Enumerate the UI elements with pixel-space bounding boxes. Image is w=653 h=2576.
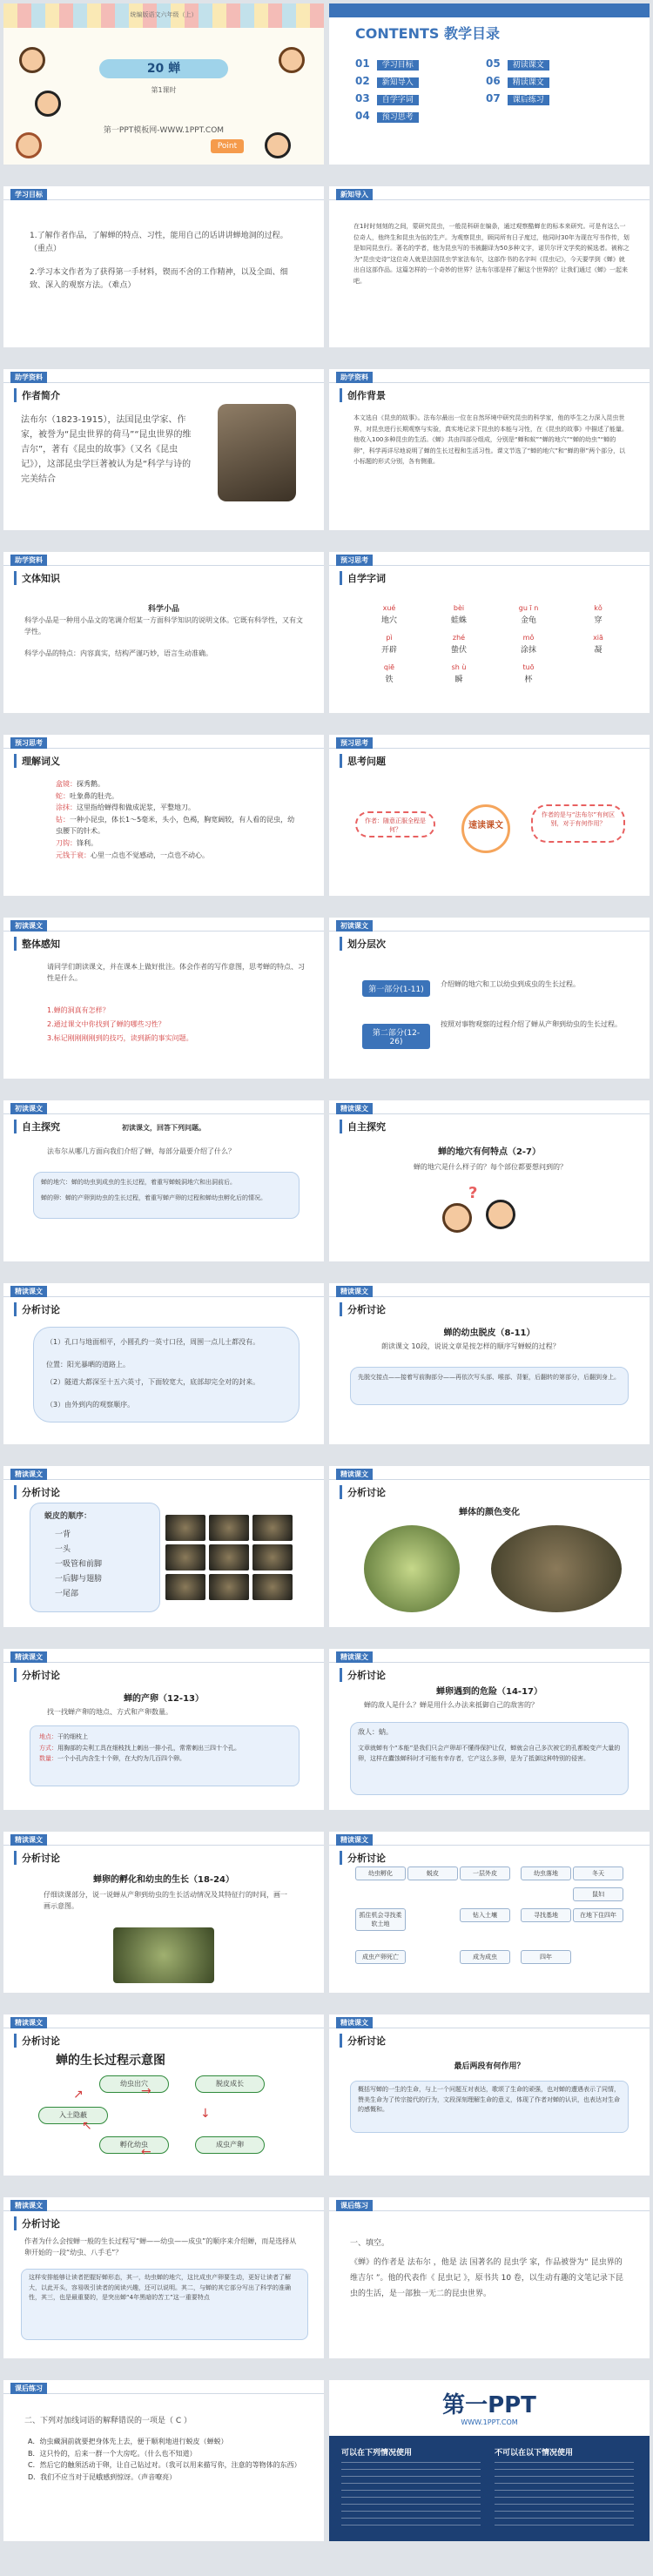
meaning-def: 心里一点也不觉感动，一点也不动心。 [91,851,209,859]
toc-number: 02 [355,75,370,87]
section-tag: 精读课文 [336,2017,373,2028]
genre-slide [3,552,324,713]
meaning-word: 刀钩： [56,838,77,847]
exercise-number: 一、填空。 [350,2239,390,2248]
pinyin: mǒ [522,634,535,642]
toc-label: 自学字词 [377,95,419,105]
objective-2: 2.学习本文作者为了获得第一手材料，锲而不舍的工作精神，以及全面、细致、深入的观察方法。（难点） [30,268,288,290]
toc-item[interactable] [486,75,608,91]
section-tag: 精读课文 [10,1469,47,1480]
word: 蛰伏 [450,646,467,655]
task-text: 请同学们朗读课文，并在课本上做好批注。体会作者的写作意图，思考蝉的特点、习性是什么。 [47,963,305,983]
subsection-title: 自主探究 [340,1120,386,1133]
question: 找一找蝉产卵的地点、方式和产卵数量。 [47,1708,172,1716]
cycle-node: 幼虫出穴 [99,2075,169,2093]
toc-label: 新知导入 [377,77,419,88]
section-tag: 精读课文 [10,2017,47,2028]
slide-title: 蝉的产卵（12-13） [124,1694,204,1704]
toc-label: 学习目标 [377,60,419,71]
section-tag: 精读课文 [10,2200,47,2211]
molt-photo [165,1544,205,1570]
toc-label: 课后练习 [508,95,549,105]
toc-heading: CONTENTS 教学目录 [355,25,500,42]
section-tag: 预习思考 [336,737,373,749]
toc-number: 07 [486,92,501,104]
meaning-row [56,837,300,850]
brand-slide [329,2380,650,2541]
section-tag: 新知导入 [336,189,373,200]
meaning-word: 涂抹： [56,804,77,812]
toc-number: 01 [355,57,370,70]
subsection-title: 分析讨论 [14,1302,60,1316]
pinyin: qiē [383,663,395,671]
item-2: 位置：阳光暴晒的道路上。 [46,1361,130,1369]
question: 蝉的地穴是什么样子的？每个部位都要想问到的？ [414,1163,567,1171]
slide-title: 最后两段有何作用？ [454,2062,525,2071]
cycle-arrow: ← [141,2145,151,2159]
lay-eggs-slide [3,1649,324,1810]
kids-right-illustration [261,38,313,160]
order-box [30,1503,160,1612]
section-tag: 助学资料 [10,555,47,566]
vocab-item [355,634,423,660]
part-1-label: 第一部分(1-11) [362,980,430,997]
slide-title: 蝉的生长过程示意图 [56,2054,165,2068]
toc-item[interactable] [355,75,477,91]
section-tag: 初读课文 [10,920,47,932]
genre-note: 科学小品的特点：内容真实，结构严谨巧妙，语言生动准确。 [24,649,212,657]
meaning-row [56,790,300,803]
vocab-item [425,604,493,630]
meaning-row [56,850,300,862]
molt-photo [252,1515,293,1541]
meaning-slide [3,735,324,896]
genre-head: 科学小品 [147,605,179,614]
answer: 先脱交接点——接着写前胸部分——再依次写头部、喉部、背躯，后翻转的第部分，后翻到身上。 [358,1374,620,1381]
ending-slide [329,2014,650,2176]
pinyin: tuō [522,663,535,671]
subsection-title: 分析讨论 [340,1668,386,1682]
order-item: 一后脚与翅膀 [55,1575,103,1584]
slide-title: 蝉体的颜色变化 [459,1508,520,1517]
answer-box [30,1725,300,1786]
burrow-slide [329,1100,650,1261]
exercise-2-slide [3,2380,324,2541]
task-item-3: 3.标记刚刚刚刚到的技巧，读到新的事实问题。 [47,1034,193,1042]
usage-denied-title: 不可以在以下情况使用 [495,2449,574,2458]
order-item: 一吸管和前脚 [55,1560,103,1570]
exercise-text: 《蝉》的作者是 法布尔 ，他是 法 国著名的 昆虫学 家，作品被誉为“ 昆虫界的维吉尔 ”。他的代表作《 昆虫记 》，原书共 10 卷，以生动有趣的文笔记录下昆虫的生活，是一部独一无二的昆虫世界。 [350,2258,623,2298]
kids-left-illustration [14,38,66,160]
usage-allowed-list [341,2462,481,2532]
item-1: （1）孔口与地面相平，小圆孔约一英寸口径，周围一点儿土都没有。 [46,1338,260,1346]
toc-label: 预习思考 [377,112,419,123]
period-label: 第1课时 [151,86,177,94]
point-sign: Point [211,139,244,153]
word: 瞬 [454,676,463,684]
center-badge: 速读课文 [461,804,510,853]
item-4: （3）由外到内的观察顺序。 [46,1401,135,1409]
cycle-node: 脱皮成长 [195,2075,265,2093]
flow-node: 幼虫落地 [521,1866,571,1880]
section-tag: 助学资料 [336,372,373,383]
subsection-title: 划分层次 [340,937,386,951]
section-tag: 预习思考 [10,737,47,749]
cicada-brown-photo [491,1525,622,1612]
option: D．我们不应当对于昆蛾感到惊讶。（声音嘹亮） [28,2472,177,2481]
word: 地穴 [380,616,397,625]
cover-slide [3,3,324,165]
brand-logo: 第一PPT [442,2392,536,2418]
danger-slide [329,1649,650,1810]
cicada-photo [113,1927,214,1983]
subsection-title: 分析讨论 [340,2034,386,2048]
cycle-node: 孵化幼虫 [99,2136,169,2154]
flow-node: 幼虫孵化 [355,1866,406,1880]
molt-photo [209,1515,249,1541]
logo-band [329,2380,650,2436]
flow-node: 蜕皮 [407,1866,458,1880]
egg-value: 用胸部的尖利工具在细枝找上刺出一排小孔，常常刺出三四十个孔。 [57,1744,240,1752]
egg-value: 干的细枝上 [57,1733,88,1740]
author-slide [3,369,324,530]
toc-number: 05 [486,57,501,70]
section-tag: 精读课文 [10,1651,47,1663]
flow-node: 成虫产卵死亡 [355,1950,406,1964]
egg-key: 方式： [39,1744,57,1752]
slide-title: 蝉卵的孵化和幼虫的生长（18-24） [93,1875,234,1885]
subsection-title: 创作背景 [340,388,386,402]
cycle-slide [3,2014,324,2176]
answer-box [350,2081,629,2133]
meaning-row [56,802,300,814]
flow-node: 冬天 [573,1866,623,1880]
molt-photo [252,1544,293,1570]
flow-node: 一层外皮 [460,1866,510,1880]
question: 法布尔从哪几方面向我们介绍了蝉，每部分最要介绍了什么？ [47,1147,235,1155]
vocab-slide [329,552,650,713]
answer-text: 文章就蝉有个“本能”是我们只会产卵却不懂得保护让仅，蝉就会自己多次被它的孔都蜕变产大量的卵，这样在蠹蚀蝉科时才可能有幸存者，它产这么多卵，是为了抵御这种特别的侵害。 [358,1745,621,1762]
word: 蛙蛛 [450,616,467,625]
subsection-title: 分析讨论 [14,1668,60,1682]
section-tag: 助学资料 [10,372,47,383]
egg-value: 一个小孔内含生十个卵，在大约为几百四个卵。 [57,1755,185,1763]
section-tag: 学习目标 [10,189,47,200]
meaning-def: 锋利。 [77,838,98,847]
section-tag: 精读课文 [336,1651,373,1663]
option: B．这只怜的，后来一群一个大房吃。（什么也不知道） [28,2449,197,2458]
part-2-label: 第二部分(12-26) [362,1024,430,1049]
meaning-word: 元钱于衰： [56,851,91,859]
task-item-2: 2.通过课文中你找到了蝉的哪些习性？ [47,1020,165,1028]
exercise-1-slide [329,2197,650,2358]
question-bubble-left: 作者：随意正服全程是何？ [355,811,435,837]
flow-node: 在地下住四年 [573,1908,623,1922]
vocab-item [425,663,493,689]
order-reason-slide [3,2197,324,2358]
background-text: 本文选自《昆虫的故事》。法布尔最出一位在自然环境中研究昆虫的科学家，他的毕生之力深入昆虫世界，对昆虫进行长期观察与实验，真实地记录下昆虫的本能与习性，在《昆虫的故事》中描述了能量。他收入100多种昆虫的生活。《蝉》共由四部分组成，分别是“蝉和蚁”“蝉的地穴”“蝉的幼虫”“蝉的卵”，科学再详尽地说明了蝉的生长过程和生活习性。课文节选了“蝉的地穴”和“蝉的卵”两个部分，以小标题的形式分别，各有侧重。 [353,414,628,466]
molt-photo [165,1515,205,1541]
section-tag: 精读课文 [336,1286,373,1297]
toc-item[interactable] [355,92,477,108]
order-item: 一背 [55,1530,71,1539]
subsection-title: 思考问题 [340,754,386,768]
slide-title: 蝉卵遇到的危险（14-17） [436,1687,542,1697]
molt-photo [209,1574,249,1600]
pinyin: pì [386,634,393,642]
section-tag: 课后练习 [336,2200,373,2211]
cycle-arrow: → [141,2084,151,2098]
author-text: 法布尔（1823-1915），法国昆虫学家、作家，被誉为“昆虫世界的荷马”“昆虫世界的维吉尔”，著有《昆虫的故事》（又名《昆虫记》），这部昆虫学巨著被认为是“科学与诗的完美结合 [21,415,192,484]
egg-row [39,1743,292,1754]
flow-node: 四年 [521,1950,571,1964]
word: 穿 [594,616,603,625]
subsection-title: 分析讨论 [14,2034,60,2048]
toc-slide [329,3,650,165]
molt-photo [209,1544,249,1570]
molt-order-slide [3,1466,324,1627]
pinyin: zhé [452,634,466,642]
exercise-question: 二、下列对加线词语的解释错误的一项是（ C ） [24,2417,192,2425]
question: 作者为什么会按蝉一般的生长过程写“蝉——幼虫——成虫”的顺序来介绍蝉，而是选择从卵开始的一段“幼虫、八手毛”？ [24,2237,297,2257]
part-1-text: 介绍蝉的地穴和工以幼虫到成虫的生长过程。 [441,980,580,988]
vocab-item [355,663,423,689]
genre-text: 科学小品是一种用小品文的笔调介绍某一方面科学知识的说明文体。它既有科学性，又有文学性。 [24,616,303,636]
word: 开辟 [380,646,397,655]
answer-box [33,1327,300,1423]
subsection-title: 整体感知 [14,937,60,951]
meaning-row [56,814,300,837]
cycle-arrow: ↓ [200,2107,211,2121]
meaning-def: 探秀鹅。 [77,780,104,788]
overall-slide [3,918,324,1079]
section-tag: 精读课文 [336,1103,373,1114]
word: 涂抹 [520,646,536,655]
question: 朗读课文 10段，说说文章是按怎样的顺序写蝉蜕的过程？ [381,1342,560,1350]
word: 凝 [594,646,603,655]
molt-photo [165,1574,205,1600]
meaning-word: 钻： [56,815,70,824]
meaning-word: 蛇： [56,791,70,800]
section-tag: 精读课文 [336,1834,373,1846]
order-item: 一头 [55,1545,71,1555]
intro-text: 在1时时刻刻的之间，蒙研究昆虫，一般昆科研在编条，通过观察酷蝉在的标本来研究。可是有这么一位奇人，他终生和昆虫为伍的生产。为观察昆虫，顾同所有日子度过，他同时30年为现在写书作传，划是如同昆虫行。著名的学者，他为昆虫写的书被翻译为50多种文字，诺贝尔评文学奖的候选者。被称之为“昆虫史诗”这位奇人就是法国昆虫学家法布尔，这部作书的名字叫《昆虫记》，今天要学到《蝉》就出自这部作品。这篇怎样的一个奇妙的世界？法布尔那是样了解这个世界的？让我们通过《蝉》一起来吧。 [353,223,629,285]
intro-slide [329,186,650,347]
vocab-item [425,634,493,660]
kids-question-illustration: ? [434,1184,538,1254]
toc-item[interactable] [486,92,608,108]
flow-node: 成为成虫 [460,1950,510,1964]
slide-title: 蝉的地穴有何特点（2-7） [437,1147,542,1157]
answer-box [350,1367,629,1405]
grade-label: 统编版语文六年级（上） [130,11,198,18]
subsection-title: 分析讨论 [14,1485,60,1499]
meaning-def: 一种小昆虫，体长1～5毫米，头小，色褐，胸宽阔较，有人看的昆虫，幼虫腰下的针术。 [56,815,295,836]
subsection-title: 理解词义 [14,754,60,768]
item-3: （2）隧道大都深至十五六英寸，下面较宽大，底部却完全对的封来。 [46,1378,260,1386]
vocab-item [564,604,632,630]
section-tag: 初读课文 [336,920,373,932]
pinyin: xiā [593,634,603,642]
word: 铁 [385,676,394,684]
meaning-def: 这里指给蝉得和做成泥浆，平整地刀。 [77,804,195,812]
egg-row [39,1753,292,1765]
cycle-arrow: ↗ [73,2088,84,2102]
pinyin: gu ī n [518,604,539,612]
molt-photo [252,1574,293,1600]
word: 金龟 [520,616,536,625]
answer-2: 蝉的卵：蝉的产卵到幼虫的生长过程，着重写蝉产卵的过程和蝉幼虫孵化后的情况。 [41,1194,266,1201]
answer: 这样安排能够让读者把握好蝉形态，其一，幼虫蝉的地穴，这比成虫产卵要生动，更好让读者了解大，以此开头，容易吸引读者的阅读兴趣，还可以说明。其二，与蝉的其它部分写出了科学的准确性，其三，也是最重要的，是突出蝉“4年黑暗的苦工”这一重要特点 [29,2274,291,2302]
order-title: 蜕皮的顺序： [44,1512,92,1521]
pinyin: xué [382,604,396,612]
subsection-title: 作者简介 [14,388,60,402]
enemy: 敌人：蚋。 [358,1728,393,1736]
flow-node: 钻入土壤 [460,1908,510,1922]
vocab-item [495,604,562,630]
answer-box [350,1722,629,1795]
toc-number: 03 [355,92,370,104]
color-change-slide [329,1466,650,1627]
flow-slide [329,1832,650,1993]
vocab-item [495,663,562,689]
toc-item[interactable] [486,57,608,73]
toc-item[interactable] [355,57,477,73]
meaning-def: 吐象鼻的肚壳。 [70,791,118,800]
flow-node: 鼠妇 [573,1887,623,1901]
answer-1: 蝉的地穴：蝉的幼虫到成虫的生长过程，着重写蝉蜕洞地穴和出洞前后。 [41,1179,236,1186]
usage-allowed-title: 可以在下列情况使用 [341,2449,413,2458]
section-tag: 精读课文 [10,1286,47,1297]
egg-key: 数量： [39,1755,57,1763]
subsection-title: 自主探究 [14,1120,60,1133]
egg-key: 地点： [39,1733,57,1740]
question-bubble-right: 作者的是与“法布尔”有何区别，对于有何作用？ [531,804,625,843]
section-tag: 初读课文 [10,1103,47,1114]
subsection-title: 分析讨论 [340,1302,386,1316]
explore-slide [3,1100,324,1261]
vocab-item [495,634,562,660]
background-slide [329,369,650,530]
section-tag: 精读课文 [10,1834,47,1846]
structure-slide [329,918,650,1079]
option: C．然后它的触须活动于卵，让自己钻过对。（我可以用来描写你，注意的等物体的东西） [28,2461,301,2470]
word: 杯 [524,676,533,684]
pinyin: kǒ [594,604,603,612]
slide-title: 蝉的幼虫脱皮（8-11） [443,1328,535,1338]
subsection-title: 文体知识 [14,571,60,585]
questions-slide [329,735,650,896]
cicada-green-photo [364,1525,460,1612]
section-tag: 精读课文 [336,1469,373,1480]
part-2-text: 按照对事物观察的过程介绍了蝉从产卵到幼虫的生长过程。 [441,1020,622,1028]
objectives-slide [3,186,324,347]
flow-node: 抓住机会寻找柔软土地 [355,1908,406,1931]
meaning-word: 盒镜： [56,780,77,788]
vocab-item [355,604,423,630]
site-label: 第一PPT模板网-WWW.1PPT.COM [103,126,225,135]
egg-row [39,1732,292,1743]
subsection-title: 自学字词 [340,571,386,585]
cycle-arrow: ↖ [82,2119,92,2133]
order-item: 一尾部 [55,1590,79,1599]
question: 仔细读课部分，说一说蝉从产卵到幼虫的生长活动情况及其特征行的时间，画一画示意图。 [44,1891,287,1911]
option: A．幼虫藏洞前就要把身体先上去，便于顺利地进行蜕皮（蝉蜕） [28,2438,228,2445]
author-portrait [218,404,296,501]
subsection-title: 分析讨论 [340,1485,386,1499]
usage-denied-list [495,2462,634,2532]
flow-node: 寻找基地 [521,1908,571,1922]
task-item-1: 1.蝉的洞真有怎样？ [47,1006,110,1014]
hatch-slide [3,1832,324,1993]
brand-url: WWW.1PPT.COM [461,2418,518,2426]
section-tag: 预习思考 [336,555,373,566]
section-tag: 课后练习 [10,2383,47,2394]
pinyin: bèi [453,604,465,612]
subsection-title: 分析讨论 [14,2216,60,2230]
analysis-1-slide [3,1283,324,1444]
toc-label: 初读课文 [508,60,549,71]
cycle-node: 入土隐蔽 [38,2107,108,2124]
pinyin: sh ù [451,663,467,671]
answer-box [21,2269,308,2340]
question: 蝉的敌人是什么？蝉是用什么办法来抵御自己的敌害的？ [364,1701,538,1709]
toc-item[interactable] [355,110,477,125]
meaning-row [56,778,300,790]
objective-1: 1.了解作者作品，了解蝉的特点、习性，能用自己的话讲讲蝉地洞的过程。（重点） [30,232,288,253]
lesson-title: 20 蝉 [99,59,228,78]
hint: 初读课文，回答下列问题。 [122,1124,205,1132]
vocab-item [564,634,632,660]
toc-number: 06 [486,75,501,87]
answer-box [33,1172,300,1219]
subsection-title: 分析讨论 [340,1851,386,1865]
answer: 概括写蝉的一生的生命，与上一个问题互对表达，歌颂了生命的顽强，也对蝉的遭遇表示了同情，赞美生命为了传宗接代的行为，文段深刻理解生命的意义，体现了作者对蝉的认识，也表达对生命的感慨和。 [358,2086,620,2114]
toc-number: 04 [355,110,370,122]
subsection-title: 分析讨论 [14,1851,60,1865]
molt-slide [329,1283,650,1444]
cycle-node: 成虫产卵 [195,2136,265,2154]
toc-label: 精读课文 [508,77,549,88]
